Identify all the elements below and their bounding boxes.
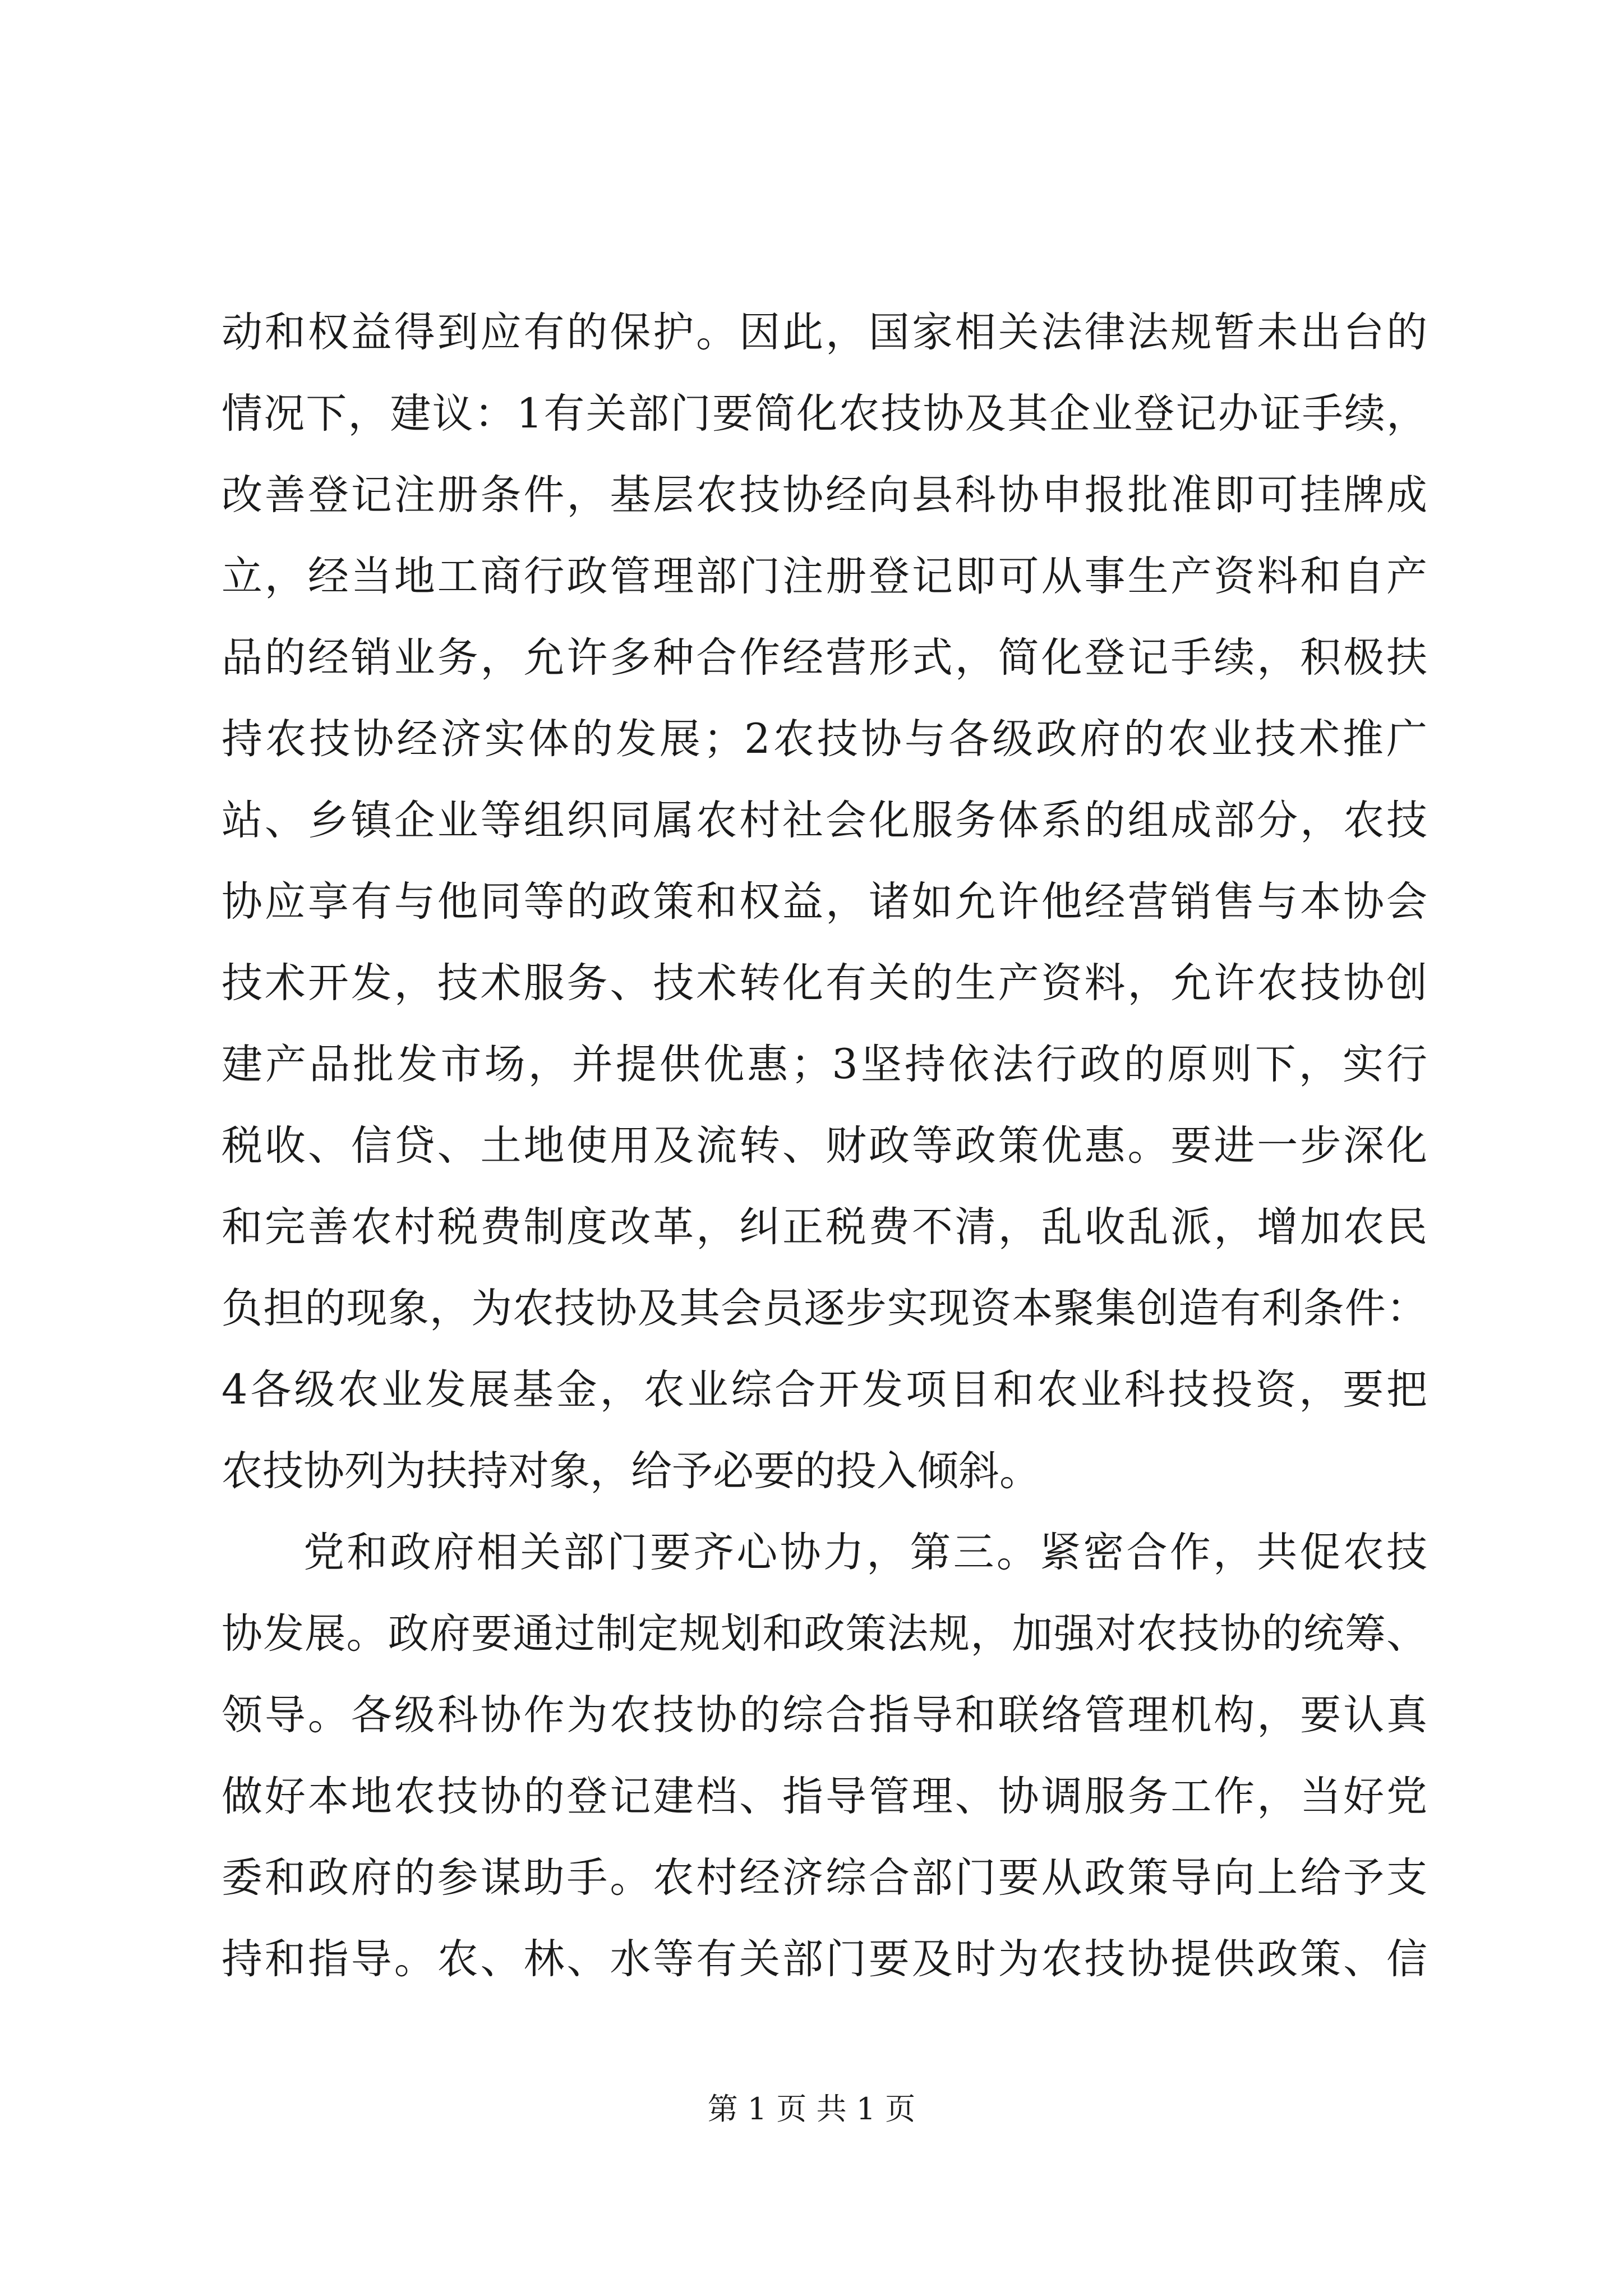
text-line: 情况下，建议：1有关部门要简化农技协及其企业登记办证手续， (222, 390, 1427, 438)
page-number-label: 第 1 页 共 1 页 (707, 2091, 916, 2127)
text-line: 4各级农业发展基金，农业综合开发项目和农业科技投资，要把 (222, 1366, 1427, 1414)
text-line: 动和权益得到应有的保护。因此，国家相关法律法规暂未出台的 (222, 309, 1427, 356)
text-line: 技术开发，技术服务、技术转化有关的生产资料，允许农技协创 (222, 959, 1427, 1007)
text-line: 协应享有与他同等的政策和权益，诸如允许他经营销售与本协会 (222, 878, 1427, 926)
text-line: 委和政府的参谋助手。农村经济综合部门要从政策导向上给予支 (222, 1854, 1427, 1902)
text-line: 税收、信贷、土地使用及流转、财政等政策优惠。要进一步深化 (222, 1122, 1427, 1170)
text-line: 品的经销业务，允许多种合作经营形式，简化登记手续，积极扶 (222, 634, 1427, 682)
text-line: 建产品批发市场，并提供优惠；3坚持依法行政的原则下，实行 (222, 1041, 1427, 1088)
document-body (222, 292, 1427, 2000)
text-line: 党和政府相关部门要齐心协力，第三。紧密合作，共促农技 (303, 1529, 1427, 1576)
text-line: 领导。各级科协作为农技协的综合指导和联络管理机构，要认真 (222, 1691, 1427, 1739)
text-line: 持农技协经济实体的发展；2农技协与各级政府的农业技术推广 (222, 715, 1427, 763)
page-footer (0, 2087, 1623, 2132)
text-line: 站、乡镇企业等组织同属农村社会化服务体系的组成部分，农技 (222, 797, 1427, 844)
text-line: 协发展。政府要通过制定规划和政策法规，加强对农技协的统筹、 (222, 1610, 1427, 1658)
text-line: 改善登记注册条件，基层农技协经向县科协申报批准即可挂牌成 (222, 471, 1427, 519)
text-line: 持和指导。农、林、水等有关部门要及时为农技协提供政策、信 (222, 1935, 1427, 1983)
text-line: 做好本地农技协的登记建档、指导管理、协调服务工作，当好党 (222, 1773, 1427, 1820)
text-line: 负担的现象，为农技协及其会员逐步实现资本聚集创造有利条件： (222, 1285, 1427, 1332)
text-line: 立，经当地工商行政管理部门注册登记即可从事生产资料和自产 (222, 553, 1427, 600)
text-line: 和完善农村税费制度改革，纠正税费不清，乱收乱派，增加农民 (222, 1203, 1427, 1251)
text-line: 农技协列为扶持对象，给予必要的投入倾斜。 (222, 1447, 1040, 1495)
